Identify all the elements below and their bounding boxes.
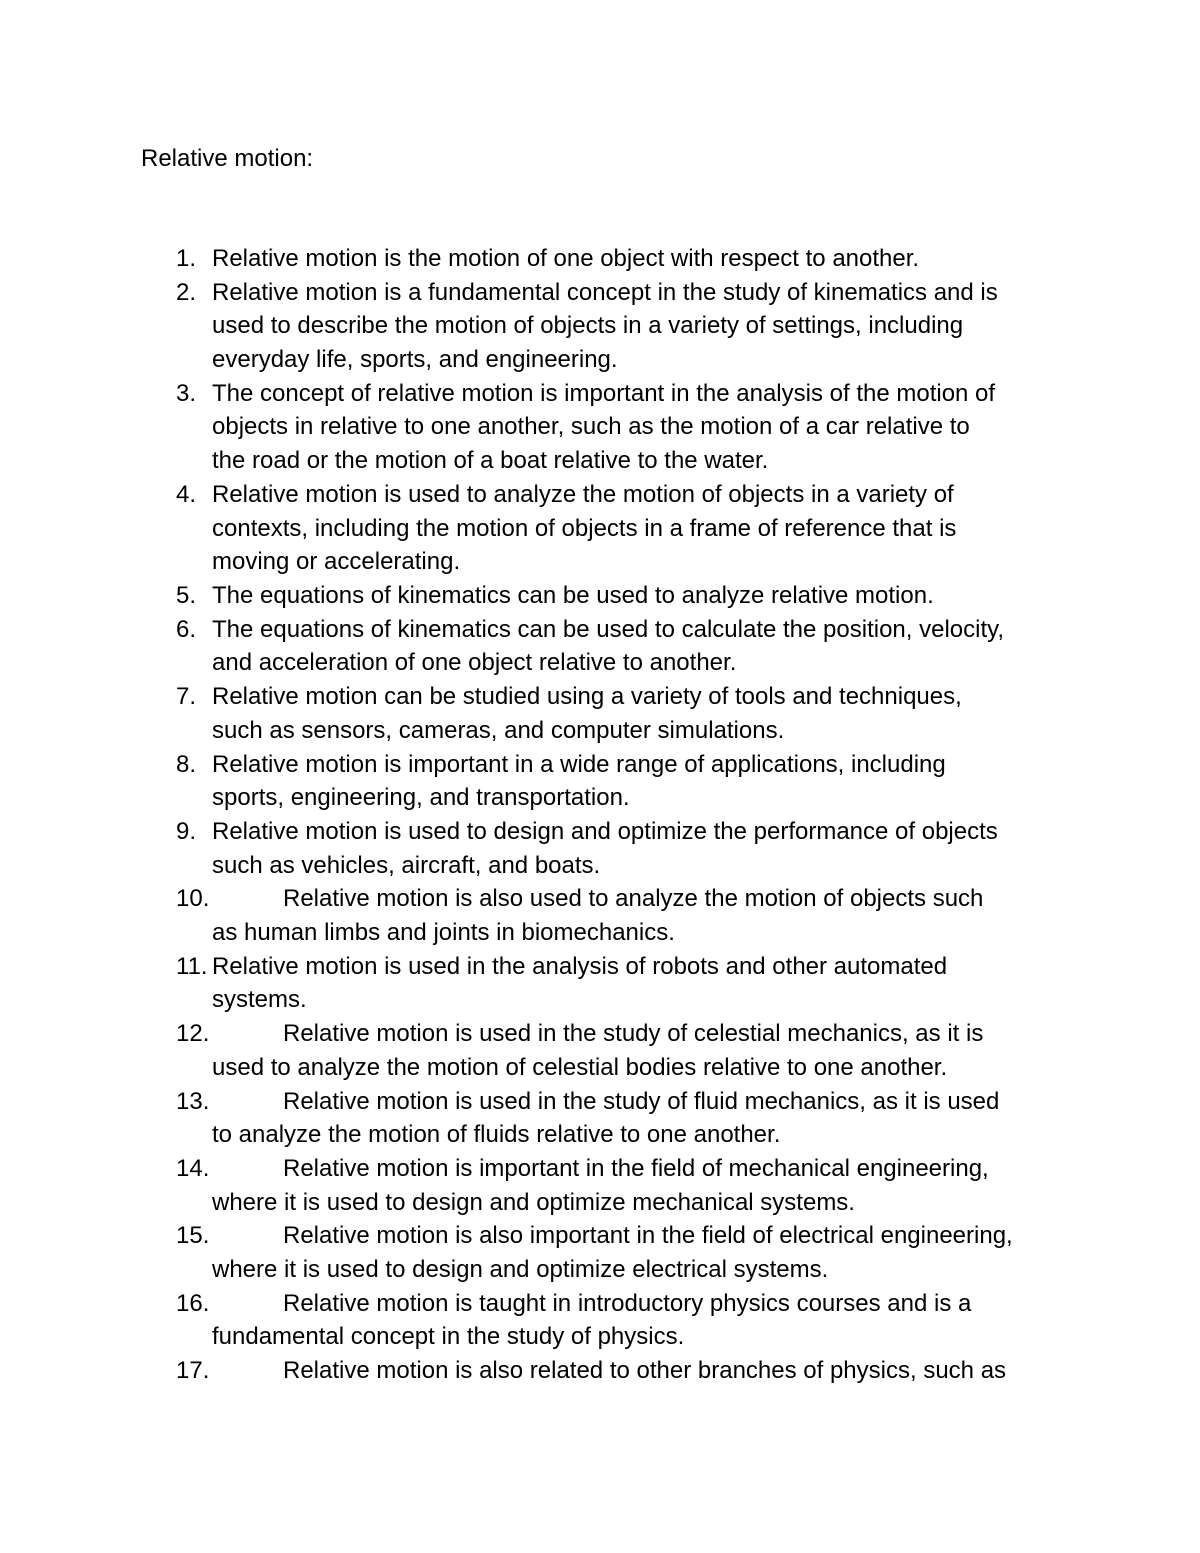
document-title: Relative motion:: [141, 145, 314, 172]
list-item-text-line: Relative motion is important in a wide range of applications, including: [212, 750, 946, 778]
list-item-text-line: to analyze the motion of fluids relative to one another.: [212, 1121, 781, 1149]
list-item-text-line: Relative motion is a fundamental concept in the study of kinematics and is: [212, 278, 998, 306]
list-item-number: 2.: [176, 278, 197, 306]
list-item-number: 12.: [176, 1020, 210, 1048]
list-item-text-line: Relative motion is used in the study of fluid mechanics, as it is used: [283, 1087, 1000, 1115]
list-item-text-line: as human limbs and joints in biomechanics.: [212, 918, 675, 946]
list-item-text-line: The concept of relative motion is important in the analysis of the motion of: [212, 379, 996, 407]
list-item-text-line: where it is used to design and optimize mechanical systems.: [212, 1188, 855, 1216]
list-item-text-line: Relative motion is also used to analyze the motion of objects such: [283, 885, 984, 913]
list-item-text-line: Relative motion is used in the study of celestial mechanics, as it is: [283, 1020, 984, 1048]
list-item-number: 4.: [176, 480, 197, 508]
list-item-number: 3.: [176, 379, 197, 407]
list-item-text-line: Relative motion is used to design and optimize the performance of objects: [212, 817, 998, 845]
list-item-number: 10.: [176, 885, 210, 913]
list-item-text-line: moving or accelerating.: [212, 548, 461, 576]
list-item-number: 7.: [176, 683, 197, 711]
list-item-text-line: systems.: [212, 986, 307, 1014]
list-item-text-line: contexts, including the motion of objects in a frame of reference that is: [212, 514, 957, 542]
list-item-text-line: Relative motion is used to analyze the motion of objects in a variety of: [212, 480, 954, 508]
list-item-number: 14.: [176, 1154, 210, 1182]
list-item-number: 1.: [176, 245, 197, 272]
list-item-number: 9.: [176, 817, 197, 845]
list-item-text-line: and acceleration of one object relative to another.: [212, 649, 737, 677]
list-item-text-line: Relative motion is also important in the field of electrical engineering,: [283, 1222, 1013, 1250]
list-item-number: 5.: [176, 582, 197, 609]
list-item-text-line: everyday life, sports, and engineering.: [212, 346, 618, 374]
list-item-number: 13.: [176, 1087, 210, 1115]
list-item-text-line: Relative motion is the motion of one object with respect to another.: [212, 245, 920, 272]
list-item-text-line: Relative motion is taught in introductory physics courses and is a: [283, 1289, 972, 1317]
list-item-text-line: The equations of kinematics can be used to calculate the position, velocity,: [212, 615, 1005, 643]
list-item-number: 11.: [176, 952, 208, 980]
list-item-text-line: used to describe the motion of objects in a variety of settings, including: [212, 312, 964, 340]
list-item-number: 15.: [176, 1222, 210, 1250]
list-item-text-line: Relative motion is also related to other branches of physics, such as: [283, 1357, 1007, 1385]
list-item-text-line: objects in relative to one another, such as the motion of a car relative to: [212, 413, 970, 441]
list-item-text-line: where it is used to design and optimize electrical systems.: [212, 1255, 829, 1283]
list-item-number: 8.: [176, 750, 197, 778]
list-item-number: 6.: [176, 615, 197, 643]
list-item-text-line: Relative motion can be studied using a variety of tools and techniques,: [212, 683, 962, 711]
list-item-text-line: sports, engineering, and transportation.: [212, 784, 630, 812]
list-item-text-line: Relative motion is important in the field of mechanical engineering,: [283, 1154, 989, 1182]
list-item-text-line: such as vehicles, aircraft, and boats.: [212, 851, 601, 879]
list-item-number: 16.: [176, 1289, 210, 1317]
list-item-text-line: such as sensors, cameras, and computer simulations.: [212, 716, 785, 744]
list-item-text-line: used to analyze the motion of celestial bodies relative to one another.: [212, 1053, 948, 1081]
list-item-text-line: the road or the motion of a boat relative to the water.: [212, 447, 769, 475]
list-item-text-line: The equations of kinematics can be used to analyze relative motion.: [212, 582, 934, 609]
list-item-number: 17.: [176, 1357, 210, 1385]
list-item-text-line: Relative motion is used in the analysis of robots and other automated: [212, 952, 948, 980]
list-item-text-line: fundamental concept in the study of physics.: [212, 1323, 685, 1351]
